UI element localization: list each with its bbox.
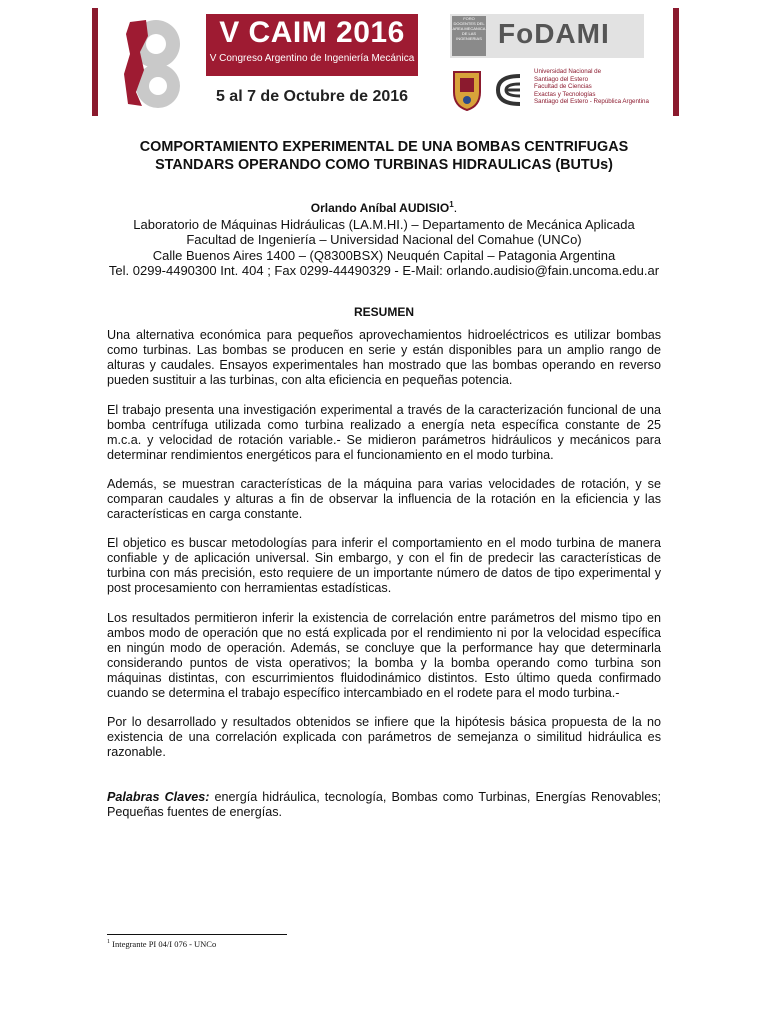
university-text [534, 68, 684, 106]
affiliation-line: Facultad de Ingeniería – Universidad Nacional del Comahue (UNCo) [186, 232, 582, 248]
affiliation-line: Laboratorio de Máquinas Hidráulicas (LA.M.HI.) – Departamento de Mecánica Aplicada [133, 216, 635, 232]
footnote [107, 939, 216, 949]
abstract-paragraph: Una alternativa económica para pequeños aprovechamientos hidroeléctricos es utilizar bombas como turbinas. Las bombas se producen en serie y están disponibles para un amplio rango de alturas y caudales. Ensayos experimentales han mostrado que las bombas operando en reverso pueden sustituir a las turbinas, con alta eficiencia en pequeñas potencia. [107, 328, 661, 387]
congress-dates: 5 al 7 de Octubre de 2016 [215, 88, 409, 105]
footnote-divider [107, 934, 287, 935]
fodami-small-text: FORO DOCENTES DEL AREA MECANICA DE LAS INGENIERIAS [452, 16, 486, 56]
abstract-paragraph: El trabajo presenta una investigación experimental a través de la caracterización funcional de una bomba centrífuga utilizada como turbina realizado a energía neta específica constante de 25 m.c.a. y velocidad de rotación variable.- Se midieron parámetros hidráulicos y mecánicos para determinar rendimientos energéticos para el funcionamiento en el modo turbina. [107, 403, 661, 462]
conference-banner [92, 8, 679, 116]
university-line: Facultad de Ciencias [534, 83, 592, 91]
abstract-paragraph: El objetico es buscar metodologías para inferir el comportamiento en el modo turbina de manera confiable y de aplicación universal. Sin embargo, y con el fin de predecir las características de turbina con más precisión, esto requiere de un importante número de datos de tipo experimental y post procesamiento con herramientas estadísticas. [107, 536, 661, 595]
title-line: COMPORTAMIENTO EXPERIMENTAL DE UNA BOMBAS CENTRIFUGAS [139, 139, 629, 155]
caim-logo [206, 14, 418, 76]
fodami-logo-text: FoDAMI [498, 18, 610, 49]
author-footnote-mark: 1 [449, 200, 454, 209]
paper-title [100, 138, 668, 174]
fec-logo-icon [490, 70, 526, 110]
university-line: Santiago del Estero - República Argentina [534, 98, 649, 106]
affiliation-line: Tel. 0299-4490300 Int. 404 ; Fax 0299-44490329 - E-Mail: orlando.audisio@fain.uncoma.edu.ar [108, 263, 660, 279]
author-name: Orlando Aníbal AUDISIO [310, 201, 450, 215]
university-line: Exactas y Tecnologías [534, 90, 596, 98]
fodami-logo [450, 14, 644, 58]
affiliation-line: Calle Buenos Aires 1400 – (Q8300BSX) Neuquén Capital – Patagonia Argentina [152, 247, 616, 263]
university-shield-icon [450, 68, 484, 112]
title-line: STANDARS OPERANDO COMO TURBINAS HIDRAULICAS (BUTUs) [155, 157, 613, 173]
gears-logo-icon [116, 14, 186, 112]
footnote-text: Integrante PI 04/I 076 - UNCo [110, 939, 217, 949]
congress-title: V CAIM 2016 [219, 16, 405, 49]
congress-subtitle: V Congreso Argentino de Ingeniería Mecánica [209, 53, 415, 64]
abstract-heading: RESUMEN [353, 305, 414, 319]
keywords-text: energía hidráulica, tecnología, Bombas como Turbinas, Energías Renovables; Pequeñas fuentes de energías. [107, 790, 662, 819]
abstract-paragraph: Además, se muestran características de la máquina para varias velocidades de rotación, y se comparan caudales y alturas a fin de observar la influencia de la rotación en la eficiencia y las características en carga constante. [107, 477, 661, 521]
footnote-mark: 1 [107, 939, 110, 946]
author-block: Orlando Aníbal AUDISIO$^1$. Laboratorio de Máquinas Hidráulicas (LA.M.HI.) – Departamento de Mecánica Aplicada Facultad de Ingeniería – Universidad Nacional del Comahue (UNCo) Calle Buenos Aires 1400 – (Q8300BSX) Neuquén Capital – Patagonia Argentina Tel. 0299-4490300 Int. 404 ; Fax 0299-44490329 - E-Mail: orlando.audisio@fain.uncoma.edu.ar [80, 197, 688, 279]
keywords [107, 790, 661, 820]
abstract-paragraph: Por lo desarrollado y resultados obtenidos se infiere que la hipótesis básica propuesta de la no existencia de una correlación explicada con parámetros de semejanza o similitud hidráulica es razonable. [107, 715, 661, 759]
university-line: Universidad Nacional de [534, 68, 602, 75]
keywords-label: Palabras Claves: [107, 790, 210, 804]
abstract-paragraph: Los resultados permitieron inferir la existencia de correlación entre parámetros del mismo tipo en ambos modo de operación que no está explicada por el rendimiento ni por la velocidad específica en ningún modo de operación. Además, se concluye que la performance hay que determinarla considerando puntos de vista operativos; la bomba y la bomba operando como turbina son máquinas distintas, con escurrimientos fluidodinámico distintos. Esto último queda confirmado cuando se determina el trabajo específico intercambiado en el rodete para el modo turbina.- [107, 611, 661, 700]
university-line: Santiago del Estero [534, 75, 589, 83]
